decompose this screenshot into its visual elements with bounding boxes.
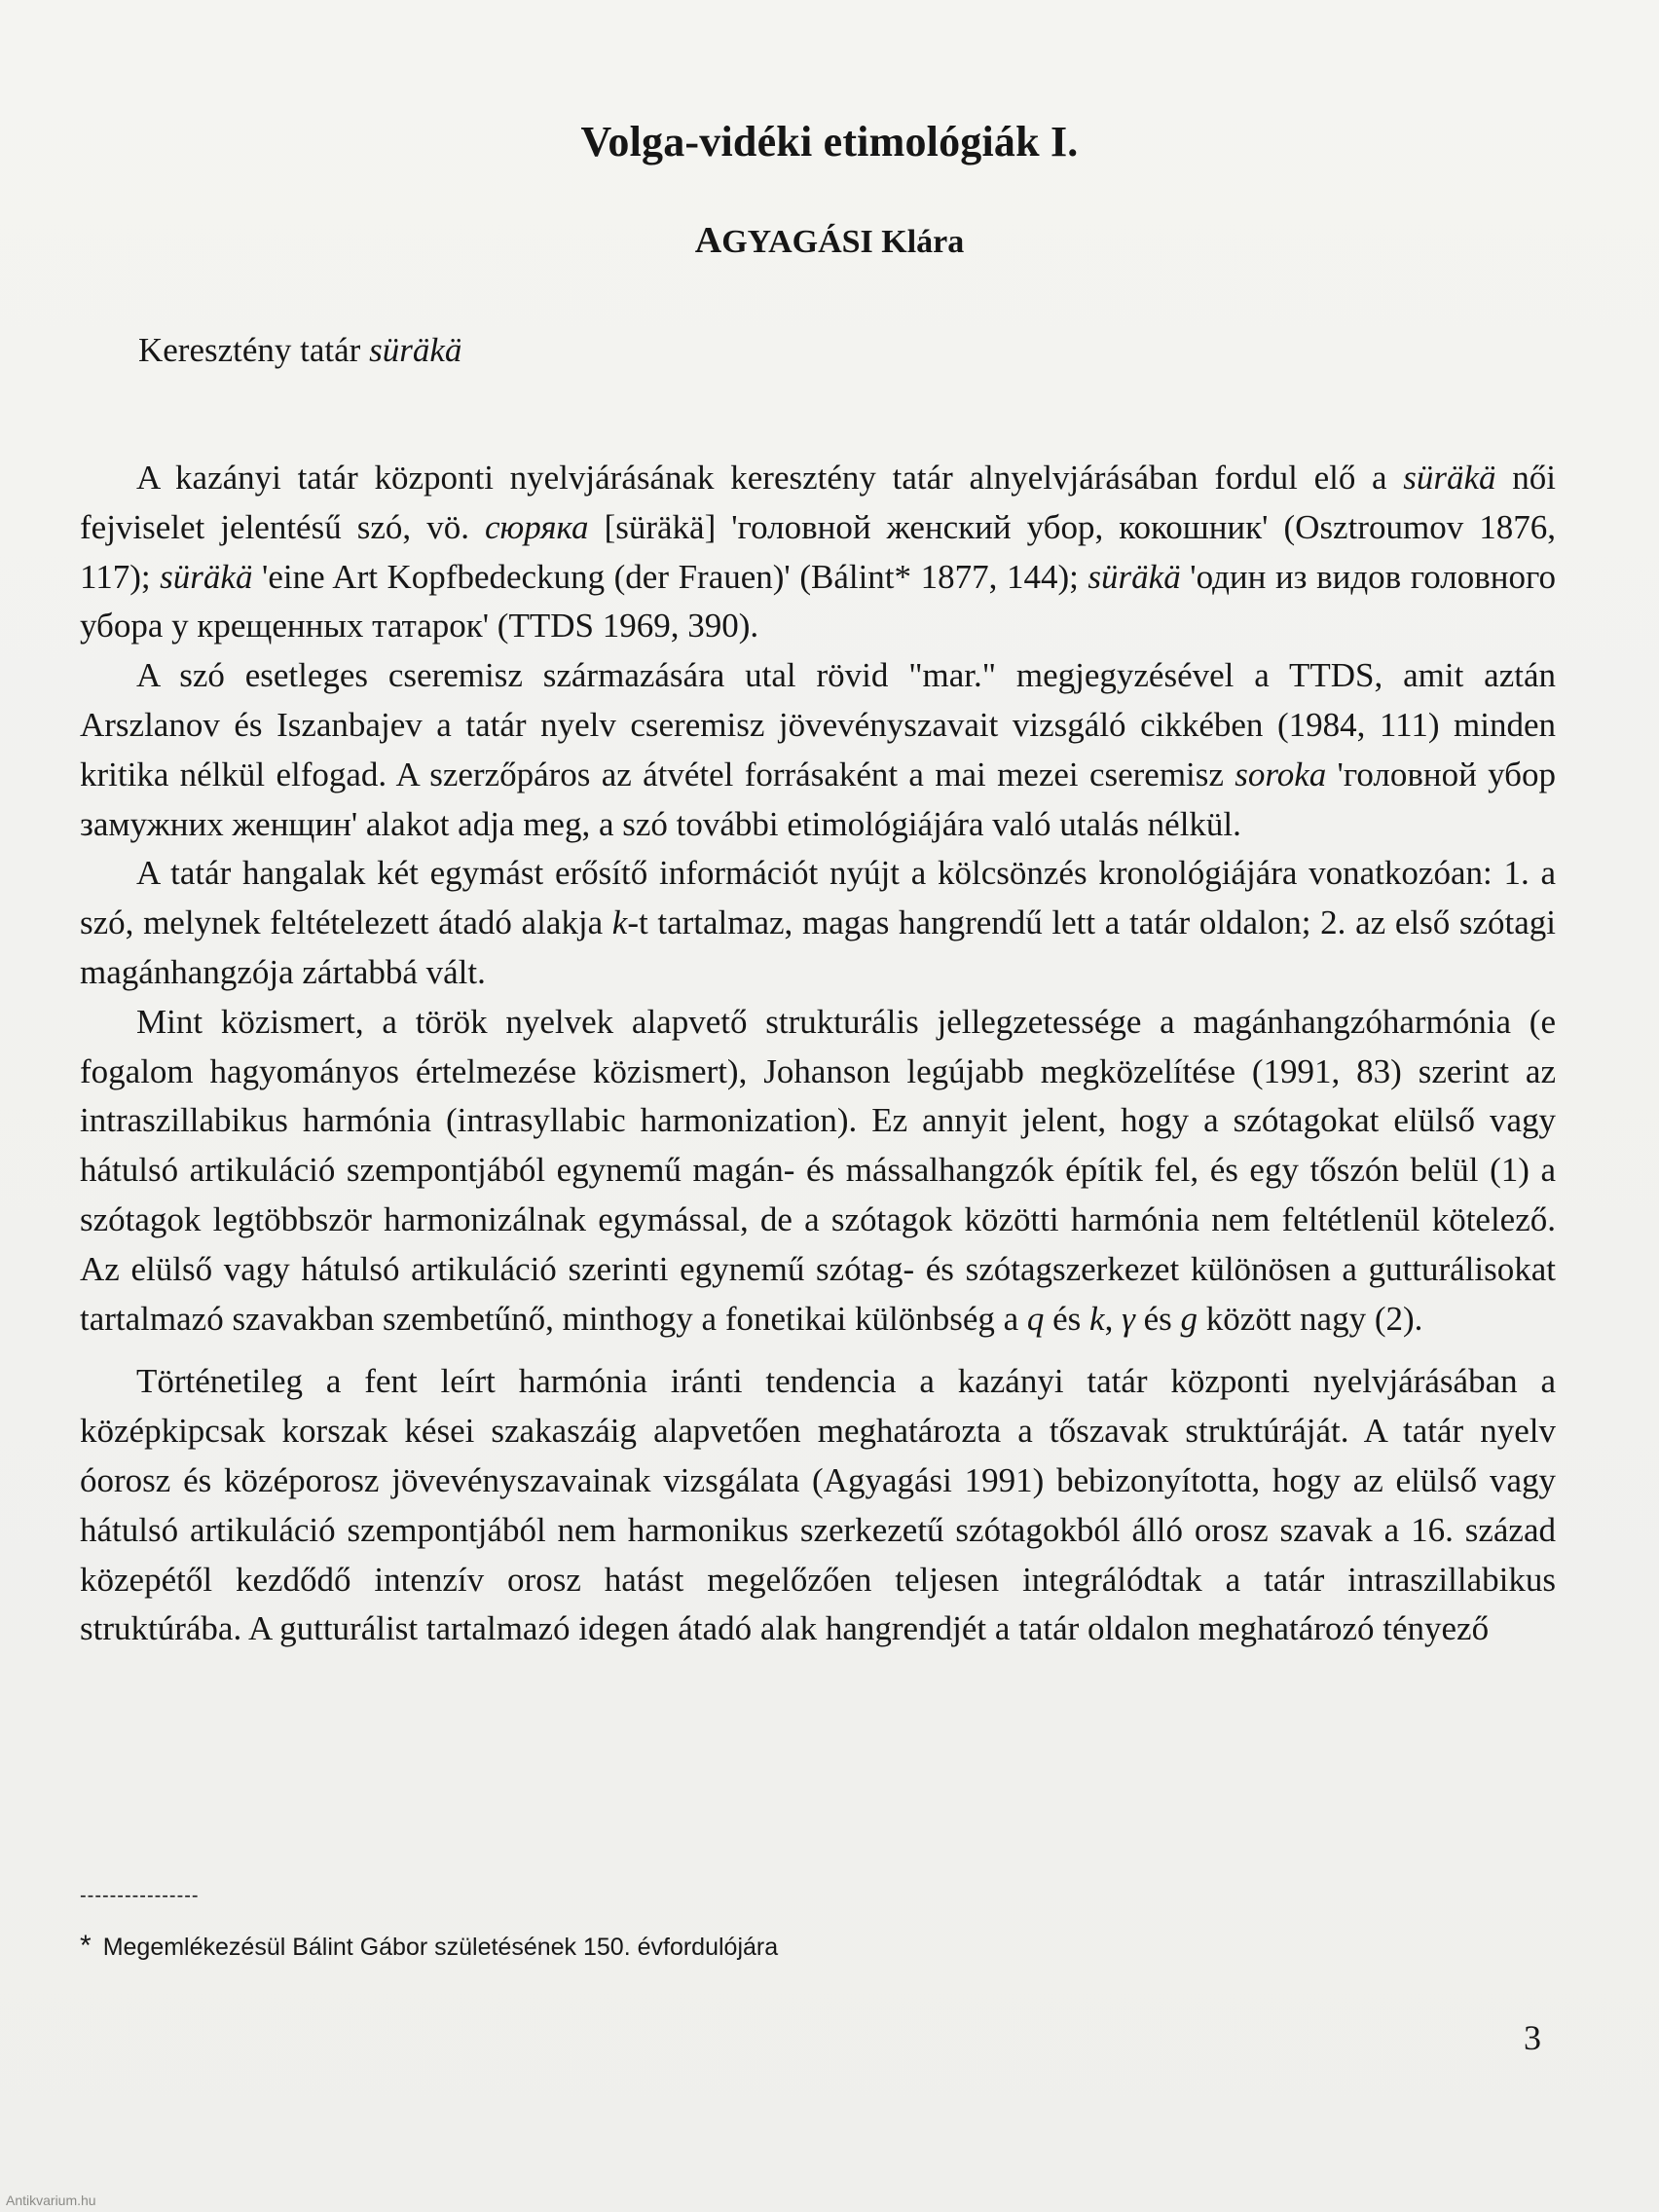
paragraph-text: és bbox=[1044, 1299, 1090, 1338]
author-given-name: Klára bbox=[881, 224, 965, 260]
italic-term: сюряка bbox=[485, 507, 589, 546]
section-heading-word: süräkä bbox=[369, 331, 462, 369]
paragraph-text: -t tartalmaz, magas hangrendű lett a tatár oldalon; 2. az első szótagi magánhangzója zártabbá vált. bbox=[80, 903, 1556, 991]
italic-term: süräkä bbox=[1403, 459, 1496, 497]
article-author bbox=[0, 219, 1659, 262]
body-paragraph bbox=[80, 849, 1556, 997]
section-heading bbox=[138, 331, 461, 370]
italic-term: süräkä bbox=[160, 557, 253, 596]
paragraph-text: és bbox=[1134, 1299, 1181, 1338]
body-paragraph bbox=[80, 1357, 1556, 1654]
italic-term: q bbox=[1026, 1299, 1045, 1338]
paragraph-text: 'один из видов головного убора у крещенных татарок' (TTDS 1969, 390). bbox=[80, 557, 1556, 645]
footnote-text: Megemlékezésül Bálint Gábor születésének 150. évfordulójára bbox=[102, 1934, 779, 1961]
author-surname-rest: GYAGÁSI bbox=[721, 224, 873, 260]
section-heading-text: Keresztény tatár bbox=[138, 331, 370, 369]
paragraph-text: Történetileg a fent leírt harmónia iránti tendencia a kazányi tatár központi nyelvjárásában a középkipcsak korszak kései szakaszáig alapvetően meghatározta a tőszavak struktúráját. A tatár nyelv óorosz és középorosz jövevényszavainak vizsgálata (Agyagási 1991) bebizonyította, hogy az elülső vagy hátulsó artikuláció szempontjából nem harmonikus szerkezetű szótagokból álló orosz szavak a 16. század közepétől kezdődő intenzív orosz hatást megelőzően teljesen integrálódtak a tatár intraszillabikus struktúrába. A gutturálist tartalmazó idegen átadó alak hangrendjét a tatár oldalon meghatározó tényező bbox=[80, 1362, 1556, 1648]
body-text bbox=[80, 454, 1556, 1654]
paragraph-text: A szó esetleges cseremisz származására utal rövid "mar." megjegyzésével a TTDS, amit aztán Arszlanov és Iszanbajev a tatár nyelv cseremisz jövevényszavait vizsgáló cikkében (1984, 111) minden kritika nélkül elfogad. A szerzőpáros az átvétel forrásaként a mai mezei cseremisz bbox=[80, 656, 1556, 793]
article-title: Volga-vidéki etimológiák I. bbox=[580, 118, 1079, 166]
paragraph-text: női fejviselet jelentésű szó, vö. bbox=[80, 459, 1556, 546]
paragraph-text: 'eine Art Kopfbedeckung (der Frauen)' (Bálint* 1877, 144); bbox=[252, 557, 1088, 596]
paragraph-text: 'головной убор замужних женщин' alakot adja meg, a szó további etimológiájára való utalás nélkül. bbox=[80, 755, 1556, 843]
body-paragraph bbox=[80, 998, 1556, 1345]
italic-term: süräkä bbox=[1088, 557, 1181, 596]
page-number: 3 bbox=[1524, 2018, 1541, 2057]
author-surname-initial: A bbox=[694, 220, 722, 261]
footnote bbox=[80, 1930, 778, 1963]
paragraph-text: [süräkä] 'головной женский убор, кокошник' (Osztroumov 1876, 117); bbox=[80, 507, 1556, 596]
paragraph-text: A kazányi tatár központi nyelvjárásának keresztény tatár alnyelvjárásában fordul elő a bbox=[136, 459, 1404, 497]
italic-term: k bbox=[1089, 1299, 1105, 1338]
watermark: Antikvarium.hu bbox=[6, 2193, 96, 2208]
body-paragraph bbox=[80, 651, 1556, 849]
italic-term: g bbox=[1180, 1299, 1198, 1338]
paragraph-text: , bbox=[1104, 1299, 1123, 1338]
paragraph-text: A tatár hangalak két egymást erősítő információt nyújt a kölcsönzés kronológiájára vonatkozóan: 1. a szó, melynek feltételezett átadó alakja bbox=[80, 854, 1556, 942]
footnote-marker: * bbox=[80, 1930, 92, 1962]
paragraph-text: között nagy (2). bbox=[1198, 1299, 1423, 1338]
footnote-divider: ---------------- bbox=[80, 1885, 200, 1906]
italic-term: k bbox=[611, 903, 628, 942]
italic-term: γ bbox=[1122, 1299, 1135, 1338]
italic-term: soroka bbox=[1235, 755, 1327, 793]
paragraph-text: Mint közismert, a török nyelvek alapvető strukturális jellegzetessége a magánhangzóharmónia (e fogalom hagyományos értelmezése közismert), Johanson legújabb megközelítése (1991, 83) szerint az intraszillabikus harmónia (intrasyllabic harmonization). Ez annyit jelent, hogy a szótagokat elülső vagy hátulsó artikuláció szempontjából egynemű magán- és mássalhangzók építik fel, és egy tőszón belül (1) a szótagok legtöbbször harmonizálnak egymással, de a szótagok közötti harmónia nem feltétlenül kötelező. Az elülső vagy hátulsó artikuláció szerinti egynemű szótag- és szótagszerkezet különösen a gutturálisokat tartalmazó szavakban szembetűnő, minthogy a fonetikai különbség a bbox=[80, 1002, 1556, 1338]
body-paragraph bbox=[80, 454, 1556, 651]
